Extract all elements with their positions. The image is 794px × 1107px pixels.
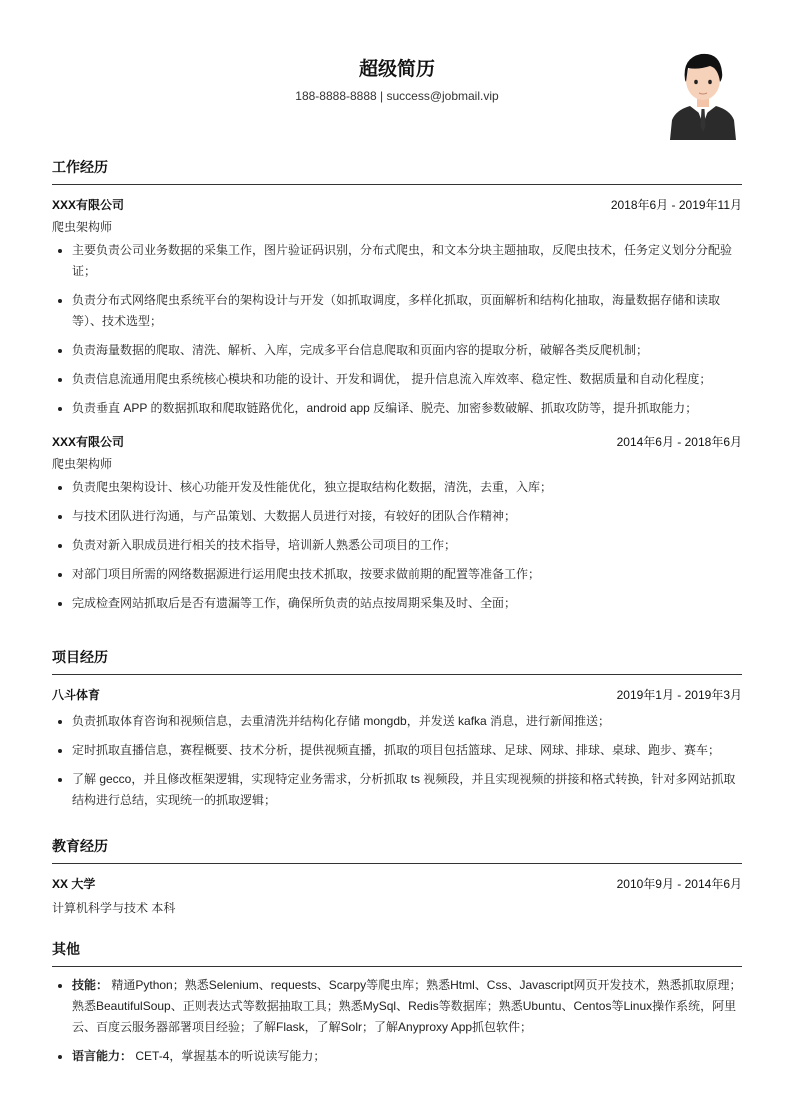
list-item: • 负责爬虫架构设计、核心功能开发及性能优化，独立提取结构化数据，清洗，去重，入库； — [72, 477, 742, 498]
list-item: • 与技术团队进行沟通，与产品策划、大数据人员进行对接，有较好的团队合作精神； — [72, 506, 742, 527]
resume-header — [52, 0, 742, 140]
skills-text: 精通Python；熟悉Selenium、requests、Scarpy等爬虫库；熟悉Html、Css、Javascript网页开发技术，熟悉抓取原理；熟悉BeautifulSoup、正则表达式等数据抽取工具；熟悉MySql、Redis等数据库；熟悉Ubuntu、Centos等Linux操作系统，阿里云、百度云服务器部署项目经验；了解Flask，了解Solr；了解Anyproxy App抓包软件； — [72, 978, 742, 1034]
project-entry — [52, 686, 742, 811]
avatar — [668, 46, 738, 140]
list-item: • 完成检查网站抓取后是否有遗漏等工作，确保所负责的站点按周期采集及时、全面； — [72, 593, 742, 614]
skills-label: 技能： — [72, 978, 109, 992]
resume-page — [52, 0, 742, 1063]
work-entry-1 — [52, 196, 742, 419]
section-title-work: 工作经历 — [52, 157, 742, 185]
list-item: • 定时抓取直播信息，赛程概要、技术分析，提供视频直播，抓取的项目包括篮球、足球、网球、排球、桌球、跑步、赛车； — [72, 740, 742, 761]
job-role: 爬虫架构师 — [52, 220, 113, 234]
company-name: XXX有限公司 — [52, 198, 125, 212]
list-item: • 负责垂直 APP 的数据抓取和爬取链路优化，android app 反编译、脱壳、加密参数破解、抓取攻防等，提升抓取能力； — [72, 398, 742, 419]
list-item: • 对部门项目所需的网络数据源进行运用爬虫技术抓取，按要求做前期的配置等准备工作； — [72, 564, 742, 585]
section-title-projects: 项目经历 — [52, 647, 742, 675]
project-name: 八斗体育 — [52, 688, 101, 702]
list-item — [72, 975, 742, 1038]
language-label: 语言能力： — [72, 1049, 133, 1063]
work-period: 2014年6月 - 2018年6月 — [616, 435, 742, 449]
project-period: 2019年1月 - 2019年3月 — [616, 688, 742, 702]
page-title: 超级简历 — [358, 59, 435, 80]
list-item: • 负责信息流通用爬虫系统核心模块和功能的设计、开发和调优， 提升信息流入库效率、稳定性、数据质量和自动化程度； — [72, 369, 742, 390]
education-section — [52, 836, 742, 916]
list-item: • 了解 gecco，并且修改框架逻辑，实现特定业务需求，分析抓取 ts 视频段，并且实现视频的拼接和格式转换，针对多网站抓取结构进行总结，实现统一的抓取逻辑； — [72, 769, 742, 811]
work-section — [52, 157, 742, 419]
list-item: • 主要负责公司业务数据的采集工作，图片验证码识别，分布式爬虫，和文本分块主题抽取，反爬虫技术，任务定义划分分配验证； — [72, 240, 742, 282]
work-period: 2018年6月 - 2019年11月 — [610, 198, 742, 212]
section-title-other: 其他 — [52, 939, 742, 967]
work-entry-2 — [52, 433, 742, 614]
project-section — [52, 647, 742, 811]
list-item: • 负责对新入职成员进行相关的技术指导，培训新人熟悉公司项目的工作； — [72, 535, 742, 556]
list-item: • 负责分布式网络爬虫系统平台的架构设计与开发（如抓取调度，多样化抓取，页面解析和结构化抽取，海量数据存储和读取等）、技术选型； — [72, 290, 742, 332]
list-item: • 负责抓取体育咨询和视频信息，去重清洗并结构化存储 mongdb，并发送 kafka 消息，进行新闻推送； — [72, 711, 742, 732]
list-item: • 负责海量数据的爬取、清洗、解析、入库，完成多平台信息爬取和页面内容的提取分析，破解各类反爬机制； — [72, 340, 742, 361]
job-role: 爬虫架构师 — [52, 457, 113, 471]
education-entry — [52, 875, 742, 916]
contact-info: 188-8888-8888 | success@jobmail.vip — [295, 89, 499, 103]
education-major: 计算机科学与技术 本科 — [52, 901, 176, 915]
company-name: XXX有限公司 — [52, 435, 125, 449]
other-section — [52, 939, 742, 1067]
section-title-education: 教育经历 — [52, 836, 742, 864]
list-item — [72, 1046, 742, 1067]
education-period: 2010年9月 - 2014年6月 — [616, 877, 742, 891]
school-name: XX 大学 — [52, 877, 96, 891]
language-text: CET-4，掌握基本的听说读写能力； — [135, 1049, 326, 1063]
